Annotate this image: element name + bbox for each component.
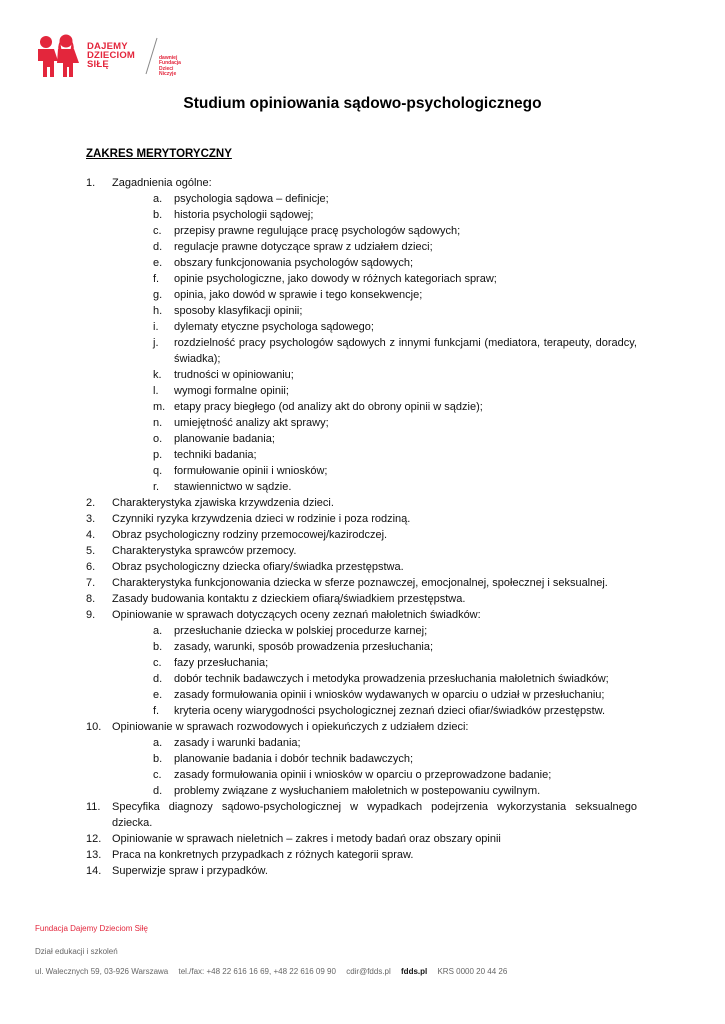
list-item xyxy=(0,559,725,575)
sub-list-item-text: umiejętność analizy akt sprawy; xyxy=(174,417,329,429)
sub-list-item xyxy=(0,367,725,383)
sub-list-item xyxy=(0,671,725,687)
sub-list-item-text: przepisy prawne regulujące pracę psychologów sądowych; xyxy=(174,225,461,237)
footer-website[interactable]: fdds.pl xyxy=(401,967,428,976)
sub-list-item-text: techniki badania; xyxy=(174,449,257,461)
sub-list-item xyxy=(0,191,725,207)
sub-list-item-letter: o. xyxy=(153,433,163,445)
sub-list-item-letter: g. xyxy=(153,289,163,301)
children-figures-icon xyxy=(33,33,83,79)
sub-list-item-text: planowanie badania i dobór technik badawczych; xyxy=(174,753,414,765)
list-item xyxy=(0,831,725,847)
sub-list-item xyxy=(0,687,725,703)
list-item xyxy=(0,719,725,735)
sub-list-item-letter: e. xyxy=(153,689,163,701)
sub-list-item xyxy=(0,623,725,639)
sub-list-item-text: dylematy etyczne psychologa sądowego; xyxy=(174,321,374,333)
list-item xyxy=(0,511,725,527)
list-item xyxy=(0,607,725,623)
footer-organization: Fundacja Dajemy Dzieciom Siłę xyxy=(35,924,148,933)
sub-list-item-text: sposoby klasyfikacji opinii; xyxy=(174,305,303,317)
section-heading: ZAKRES MERYTORYCZNY xyxy=(86,148,232,160)
sub-list-item xyxy=(0,287,725,303)
sub-list-item xyxy=(0,319,725,335)
list-item-text: Specyfika diagnozy sądowo-psychologicznej w wypadkach podejrzenia wykorzystania seksualnego dziecka. xyxy=(112,801,637,829)
sub-list-item-text: problemy związane z wysłuchaniem małoletnich w postepowaniu cywilnym. xyxy=(174,785,541,797)
list-item-text: Superwizje spraw i przypadków. xyxy=(112,865,268,877)
sub-list-item-text: formułowanie opinii i wniosków; xyxy=(174,465,328,477)
footer-contact xyxy=(35,967,515,976)
list-item-number: 12. xyxy=(86,833,102,845)
list-item-number: 14. xyxy=(86,865,102,877)
list-item-text: Obraz psychologiczny rodziny przemocowej/kazirodczej. xyxy=(112,529,388,541)
sub-list-item-text: etapy pracy biegłego (od analizy akt do obrony opinii w sądzie); xyxy=(174,401,483,413)
logo xyxy=(33,33,203,81)
sub-list-item-letter: a. xyxy=(153,625,163,637)
list-item-text: Charakterystyka zjawiska krzywdzenia dzieci. xyxy=(112,497,334,509)
list-item-number: 3. xyxy=(86,513,96,525)
sub-list-item-text: rozdzielność pracy psychologów sądowych z innymi funkcjami (mediatora, terapeuty, doradcy, świadka); xyxy=(174,337,637,365)
sub-list-item xyxy=(0,751,725,767)
sub-list-item-letter: r. xyxy=(153,481,160,493)
sub-list-item-text: zasady formułowania opinii i wniosków wydawanych w oparciu o udział w przesłuchaniu; xyxy=(174,689,605,701)
sub-list-item-letter: d. xyxy=(153,241,163,253)
sub-list-item-letter: q. xyxy=(153,465,163,477)
sub-list-item-letter: i. xyxy=(153,321,159,333)
sub-list-item-text: zasady formułowania opinii i wniosków w oparciu o przeprowadzone badanie; xyxy=(174,769,552,781)
list-item-number: 9. xyxy=(86,609,96,621)
sub-list-item-letter: n. xyxy=(153,417,163,429)
logo-formerly-line: Niczyje xyxy=(159,71,177,78)
sub-list-item xyxy=(0,399,725,415)
list-item xyxy=(0,847,725,863)
sub-list-item-letter: b. xyxy=(153,209,163,221)
sub-list-item-text: opinia, jako dowód w sprawie i tego konsekwencje; xyxy=(174,289,423,301)
sub-list-item-letter: p. xyxy=(153,449,163,461)
sub-list-item xyxy=(0,431,725,447)
sub-list-item-text: dobór technik badawczych i metodyka prowadzenia przesłuchania małoletnich świadków; xyxy=(174,673,609,685)
sub-list-item xyxy=(0,735,725,751)
sub-list-item xyxy=(0,479,725,495)
logo-wordmark xyxy=(87,42,135,69)
sub-list-item-letter: d. xyxy=(153,673,163,685)
list-item-number: 4. xyxy=(86,529,96,541)
logo-formerly-line: Fundacja xyxy=(159,60,181,67)
list-item-text: Charakterystyka sprawców przemocy. xyxy=(112,545,297,557)
footer-email[interactable]: cdir@fdds.pl xyxy=(346,967,391,976)
sub-list-item-letter: c. xyxy=(153,657,162,669)
list-item xyxy=(0,591,725,607)
sub-list-item xyxy=(0,463,725,479)
sub-list-item xyxy=(0,703,725,719)
sub-list-item-letter: f. xyxy=(153,273,160,285)
list-item xyxy=(0,863,725,879)
sub-list-item-letter: a. xyxy=(153,737,163,749)
sub-list-item-letter: a. xyxy=(153,193,163,205)
sub-list-item xyxy=(0,639,725,655)
list-item-text: Opiniowanie w sprawach dotyczących oceny zeznań małoletnich świadków: xyxy=(112,609,481,621)
sub-list-item-letter: j. xyxy=(153,337,159,349)
footer-krs: KRS 0000 20 44 26 xyxy=(437,967,508,976)
topics-list xyxy=(0,175,725,879)
list-item-text: Opiniowanie w sprawach nieletnich – zakres i metody badań oraz obszary opinii xyxy=(112,833,501,845)
logo-line: SIŁĘ xyxy=(87,59,109,70)
list-item xyxy=(0,575,725,591)
sub-list-item-text: planowanie badania; xyxy=(174,433,275,445)
sub-list-item xyxy=(0,783,725,799)
document-title: Studium opiniowania sądowo-psychologicznego xyxy=(183,95,542,112)
sub-list-item-letter: k. xyxy=(153,369,162,381)
sub-list-item xyxy=(0,239,725,255)
sub-list-item-text: zasady i warunki badania; xyxy=(174,737,301,749)
logo-formerly-line: dawniej xyxy=(159,55,178,61)
sub-list-item-letter: e. xyxy=(153,257,163,269)
list-item-number: 13. xyxy=(86,849,102,861)
list-item-number: 7. xyxy=(86,577,96,589)
sub-list-item-letter: m. xyxy=(153,401,166,413)
sub-list-item-letter: h. xyxy=(153,305,163,317)
footer-department: Dział edukacji i szkoleń xyxy=(35,947,118,956)
sub-list-item xyxy=(0,271,725,287)
sub-list-item-letter: d. xyxy=(153,785,163,797)
list-item-text: Zagadnienia ogólne: xyxy=(112,177,212,189)
list-item-text: Charakterystyka funkcjonowania dziecka w sferze poznawczej, emocjonalnej, społecznej i seksualnej. xyxy=(112,577,608,589)
sub-list-item xyxy=(0,255,725,271)
sub-list-item-text: trudności w opiniowaniu; xyxy=(174,369,294,381)
sub-list-item-letter: c. xyxy=(153,769,162,781)
sub-list-item-letter: f. xyxy=(153,705,160,717)
footer-phone: tel./fax: +48 22 616 16 69, +48 22 616 09 90 xyxy=(178,967,336,976)
list-item-text: Praca na konkretnych przypadkach z różnych kategorii spraw. xyxy=(112,849,414,861)
sub-list-item-text: regulacje prawne dotyczące spraw z udziałem dzieci; xyxy=(174,241,433,253)
sub-list-item-letter: b. xyxy=(153,753,163,765)
list-item xyxy=(0,175,725,191)
sub-list-item xyxy=(0,303,725,319)
footer-address: ul. Walecznych 59, 03-926 Warszawa xyxy=(35,967,169,976)
sub-list-item-text: wymogi formalne opinii; xyxy=(174,385,289,397)
sub-list-item-letter: b. xyxy=(153,641,163,653)
sub-list-item-letter: l. xyxy=(153,385,159,397)
sub-list-item xyxy=(0,415,725,431)
list-item xyxy=(0,799,725,831)
sub-list-item-text: stawiennictwo w sądzie. xyxy=(174,481,292,493)
sub-list-item xyxy=(0,207,725,223)
sub-list-item xyxy=(0,223,725,239)
sub-list-item-text: obszary funkcjonowania psychologów sądowych; xyxy=(174,257,414,269)
sub-list-item xyxy=(0,767,725,783)
list-item-number: 10. xyxy=(86,721,102,733)
logo-line: DAJEMY xyxy=(87,41,128,52)
list-item-text: Opiniowanie w sprawach rozwodowych i opiekuńczych z udziałem dzieci: xyxy=(112,721,469,733)
sub-list-item-text: psychologia sądowa – definicje; xyxy=(174,193,329,205)
sub-list-item-text: historia psychologii sądowej; xyxy=(174,209,314,221)
list-item-number: 5. xyxy=(86,545,96,557)
list-item xyxy=(0,527,725,543)
list-item-text: Czynniki ryzyka krzywdzenia dzieci w rodzinie i poza rodziną. xyxy=(112,513,411,525)
sub-list-item-text: przesłuchanie dziecka w polskiej procedurze karnej; xyxy=(174,625,428,637)
list-item-text: Zasady budowania kontaktu z dzieckiem ofiarą/świadkiem przestępstwa. xyxy=(112,593,466,605)
logo-formerly-name xyxy=(159,56,181,78)
list-item xyxy=(0,495,725,511)
sub-list-item-letter: c. xyxy=(153,225,162,237)
logo-line: DZIECIOM xyxy=(87,50,136,61)
sub-list-item-text: opinie psychologiczne, jako dowody w różnych kategoriach spraw; xyxy=(174,273,497,285)
list-item-number: 2. xyxy=(86,497,96,509)
logo-formerly-line: Dzieci xyxy=(159,65,174,72)
list-item-text: Obraz psychologiczny dziecka ofiary/świadka przestępstwa. xyxy=(112,561,404,573)
list-item-number: 6. xyxy=(86,561,96,573)
sub-list-item-text: zasady, warunki, sposób prowadzenia przesłuchania; xyxy=(174,641,434,653)
sub-list-item-text: fazy przesłuchania; xyxy=(174,657,269,669)
sub-list-item-text: kryteria oceny wiarygodności psychologicznej zeznań dzieci ofiar/świadków przestępstw. xyxy=(174,705,606,717)
list-item xyxy=(0,543,725,559)
sub-list-item xyxy=(0,335,725,367)
sub-list-item xyxy=(0,383,725,399)
list-item-number: 1. xyxy=(86,177,96,189)
sub-list-item xyxy=(0,447,725,463)
sub-list-item xyxy=(0,655,725,671)
list-item-number: 11. xyxy=(86,801,101,813)
list-item-number: 8. xyxy=(86,593,96,605)
